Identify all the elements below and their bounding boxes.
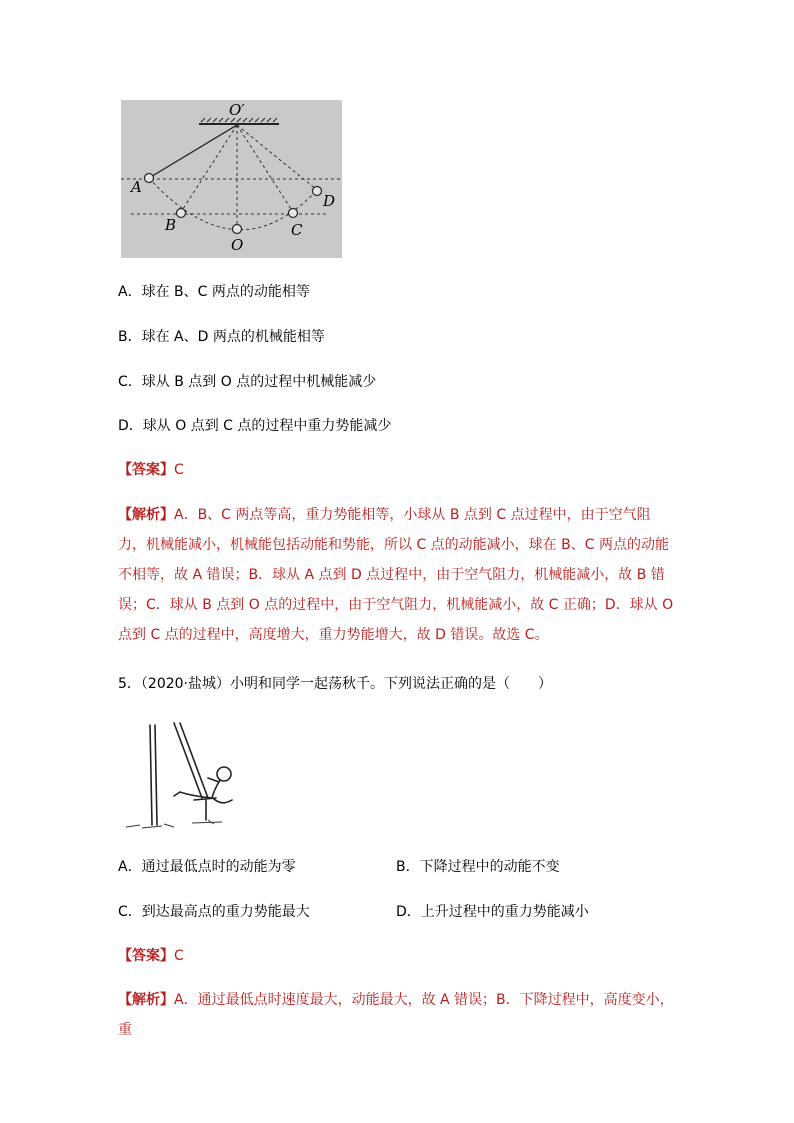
swing-pole-right — [155, 725, 157, 825]
q5-answer-value: C — [174, 948, 184, 964]
label-a: A — [131, 178, 142, 196]
q4-explanation — [118, 500, 678, 650]
label-c: C — [291, 221, 303, 239]
q4-option-d: D．球从 O 点到 C 点的过程中重力势能减少 — [118, 418, 392, 434]
child-arm — [208, 778, 219, 782]
q4-option-b: B．球在 A、D 两点的机械能相等 — [118, 329, 325, 345]
q4-answer-value: C — [174, 462, 184, 478]
label-o-prime: O′ — [229, 101, 245, 119]
child-leg-2 — [214, 799, 232, 803]
q4-answer — [118, 460, 184, 480]
string-d — [237, 125, 317, 190]
q5-option-a: A．通过最低点时的动能为零 — [118, 859, 296, 875]
string-b — [181, 125, 237, 212]
q5-option-d: D．上升过程中的重力势能减小 — [396, 904, 589, 920]
swing-figure — [122, 720, 240, 835]
ball-o — [233, 225, 242, 234]
q5-explanation — [118, 985, 678, 1038]
q5-answer — [118, 946, 184, 966]
q5-option-b: B．下降过程中的动能不变 — [396, 859, 560, 875]
q4-option-c: C．球从 B 点到 O 点的过程中机械能减少 — [118, 374, 377, 390]
q5-answer-tag: 【答案】 — [118, 948, 174, 964]
swing-drawing — [122, 720, 240, 835]
string-a — [149, 125, 237, 178]
ball-c — [289, 209, 298, 218]
swing-pole-left — [150, 725, 152, 825]
child-head — [217, 767, 231, 781]
swing-rope-2 — [180, 723, 208, 798]
ball-d — [313, 187, 322, 196]
string-c — [237, 125, 293, 212]
label-o: O — [231, 236, 244, 254]
q4-answer-tag: 【答案】 — [118, 462, 174, 478]
q4-explain-text: A．B、C 两点等高，重力势能相等，小球从 B 点到 C 点过程中，由于空气阻力，机械能减小，机械能包括动能和势能，所以 C 点的动能减小，球在 B、C 两点的动能不相等，故 A 错误；B．球从 A 点到 D 点过程中，由于空气阻力，机械能减小，故 B 错误；C．球从 B 点到 O 点的过程中，由于空气阻力，机械能减小，故 C 正确；D．球从 O 点到 C 点的过程中，高度增大，重力势能增大，故 D 错误。故选 C。 — [118, 507, 674, 643]
label-d: D — [323, 192, 336, 210]
label-b: B — [165, 216, 177, 234]
pendulum-diagram — [121, 100, 342, 258]
ground — [126, 820, 222, 828]
pendulum-figure — [121, 100, 342, 258]
q5-explain-text: A．通过最低点时速度最大，动能最大，故 A 错误；B．下降过程中，高度变小，重 — [118, 992, 674, 1038]
q4-option-a: A．球在 B、C 两点的动能相等 — [118, 284, 310, 300]
q5-explain-tag: 【解析】 — [118, 992, 174, 1008]
swing-rope-1 — [174, 723, 202, 798]
ball-a — [145, 174, 154, 183]
q5-stem: 5．（2020·盐城）小明和同学一起荡秋千。下列说法正确的是（ ） — [118, 676, 552, 692]
q4-explain-tag: 【解析】 — [118, 507, 174, 523]
ball-b — [177, 209, 186, 218]
q5-option-c: C．到达最高点的重力势能最大 — [118, 904, 310, 920]
